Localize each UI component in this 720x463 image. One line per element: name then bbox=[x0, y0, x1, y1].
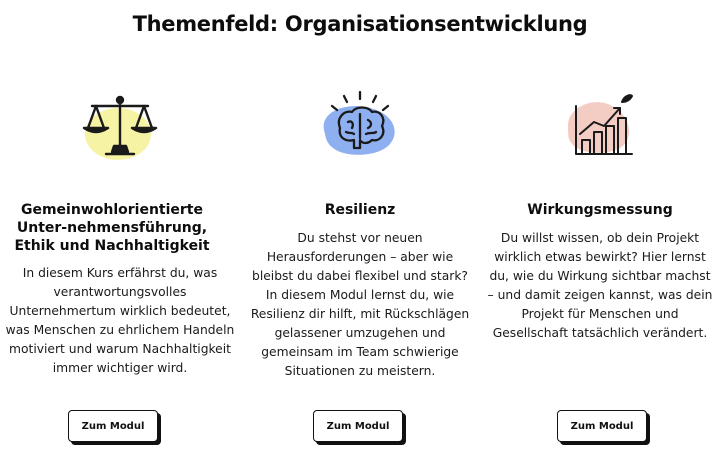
module-card-ethics bbox=[0, 0, 240, 463]
zum-modul-button-ethics[interactable]: Zum Modul bbox=[68, 410, 158, 442]
zum-modul-button-wirkungsmessung[interactable]: Zum Modul bbox=[557, 410, 647, 442]
module-title: Gemeinwohlorientierte Unter-nehmensführung, Ethik und Nachhaltigkeit bbox=[14, 202, 210, 254]
module-description: Du stehst vor neuen Herausforderungen – aber wie bleibst du dabei flexibel und stark? In diesem Modul lernst du, wie Resilienz dir hilft, mit Rückschlägen gelassener umzugehen und gemeinsam im Team schwierige Situationen zu meistern. bbox=[250, 231, 470, 378]
page-title: Themenfeld: Organisationsentwicklung bbox=[132, 12, 588, 36]
growth-chart-icon bbox=[550, 88, 650, 168]
scales-icon bbox=[70, 88, 170, 168]
module-description: In diesem Kurs erfährst du, was verantwortungsvolles Unternehmertum wirklich bedeutet, was Menschen zu ehrlichem Handeln motiviert und warum Nachhaltigkeit immer wichtiger wird. bbox=[5, 266, 235, 375]
zum-modul-button-resilienz[interactable]: Zum Modul bbox=[313, 410, 403, 442]
module-title: Resilienz bbox=[324, 202, 396, 218]
module-card-resilienz bbox=[240, 0, 480, 463]
module-description: Du willst wissen, ob dein Projekt wirklich etwas bewirkt? Hier lernst du, wie du Wirkung sichtbar machst – und damit zeigen kannst, was dein Projekt für Menschen und Gesellschaft tatsächlich verändert. bbox=[487, 231, 713, 340]
brain-icon bbox=[310, 88, 410, 168]
module-card-wirkungsmessung bbox=[480, 0, 720, 463]
module-title: Wirkungsmessung bbox=[527, 202, 673, 218]
